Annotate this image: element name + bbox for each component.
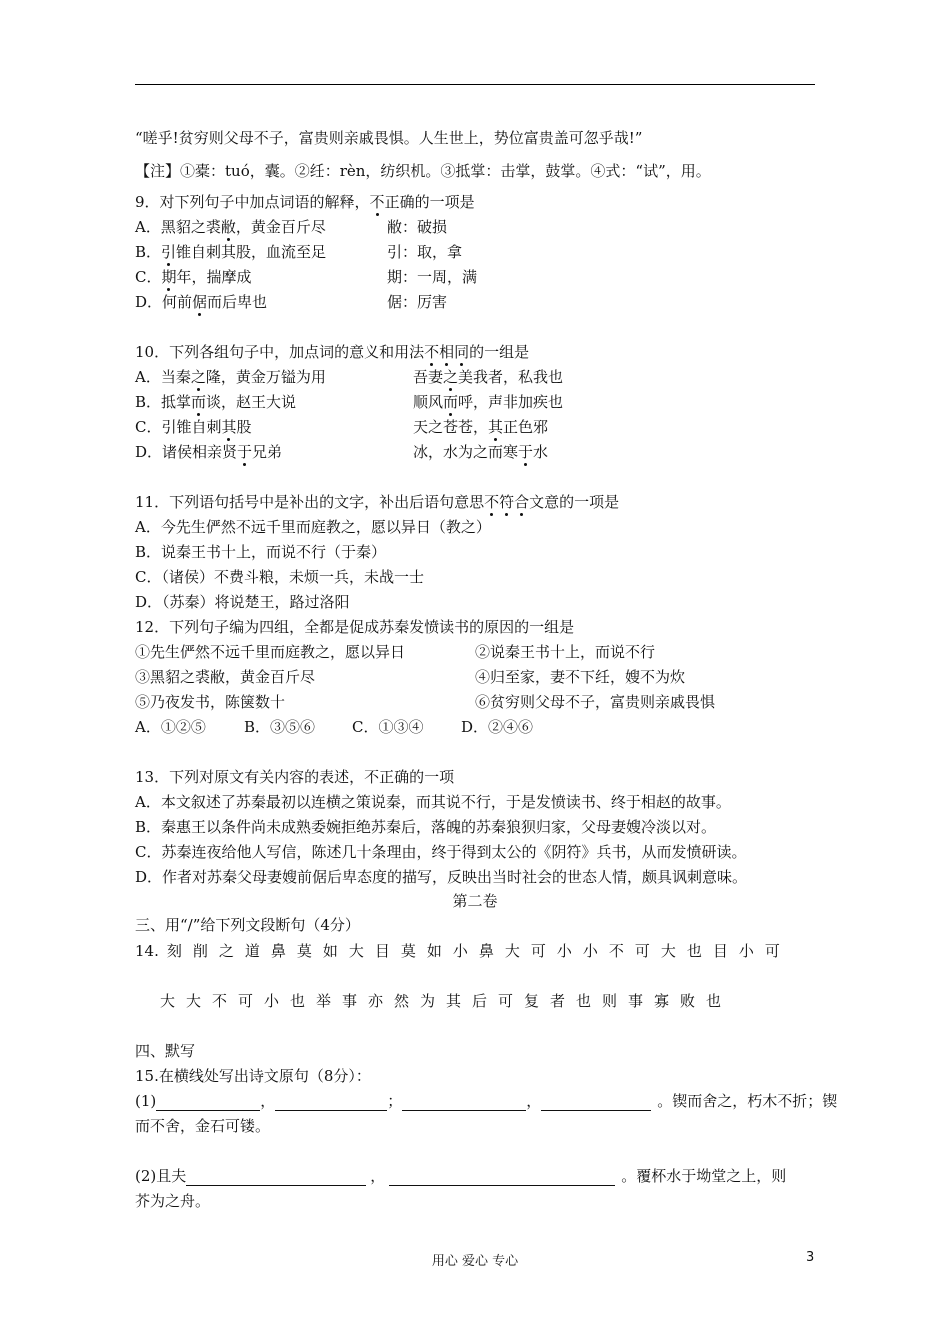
q11-stem: 11．下列语句括号中是补出的文字，补出后语句意思不符合文意的一项是 [135, 493, 620, 511]
q12-item-4: ④归至家，妻不下纴，嫂不为炊 [475, 668, 686, 686]
q11-option-a: A．今先生俨然不远千里而庭教之，愿以异日（教之） [135, 518, 491, 536]
q12-item-6: ⑥贫穷则父母不子，富贵则亲戚畏惧 [475, 693, 716, 711]
q15-2-continuation: 芥为之舟。 [135, 1192, 211, 1210]
q10-option-c: C．引锥自刺其股 [135, 418, 252, 436]
q9-option-a: A．黑貂之裘敝，黄金百斤尽 [135, 218, 326, 236]
q9-option-d: D．何前倨而后卑也 [135, 293, 268, 311]
q14-line2: 大大不可小也举事亦然为其后可复者也则事寡败也 [160, 992, 733, 1010]
q10-option-c-right: 天之苍苍，其正色邪 [413, 418, 549, 436]
answer-blank[interactable] [156, 1094, 260, 1111]
q9-option-b: B．引锥自刺其股，血流至足 [135, 243, 327, 261]
q13-option-a: A．本文叙述了苏秦最初以连横之策说秦，而其说不行，于是发愤读书、终于相赵的故事。 [135, 793, 731, 811]
q13-stem: 13．下列对原文有关内容的表述，不正确的一项 [135, 768, 455, 786]
q10-option-a: A．当秦之隆，黄金万镒为用 [135, 368, 326, 386]
q9-option-c-explain: 期：一周，满 [387, 268, 478, 286]
q12-choice-a: A．①②⑤ [135, 718, 206, 736]
q14-line1: 14. 刻削之道鼻莫如大目莫如小鼻大可小小不可大也目小可 [135, 942, 791, 960]
q9-option-a-explain: 敝：破损 [387, 218, 448, 236]
answer-blank[interactable] [186, 1169, 366, 1186]
q15-1-line: (1) ， ； ， 。锲而舍之，朽木不折；锲 [135, 1092, 838, 1110]
q12-item-3: ③黑貂之裘敝，黄金百斤尽 [135, 668, 316, 686]
q11-option-b: B．说秦王书十上，而说不行（于秦） [135, 543, 387, 561]
q12-choice-c: C．①③④ [352, 718, 424, 736]
page-number: 3 [806, 1250, 815, 1265]
q13-option-d: D．作者对苏秦父母妻嫂前倨后卑态度的描写，反映出当时社会的世态人情，颇具讽刺意味。 [135, 868, 748, 886]
q10-option-b: B．抵掌而谈，赵王大说 [135, 393, 297, 411]
header-rule [135, 84, 815, 85]
q11-option-d: D．（苏秦）将说楚王，路过洛阳 [135, 593, 350, 611]
q10-option-b-right: 顺风而呼，声非加疾也 [413, 393, 564, 411]
q12-item-1: ①先生俨然不远千里而庭教之，愿以异日 [135, 643, 406, 661]
page-footer: 用心 爱心 专心 [431, 1254, 519, 1269]
q9-option-d-explain: 倨：厉害 [387, 293, 448, 311]
q11-option-c: C．（诸侯）不费斗粮，未烦一兵，未战一士 [135, 568, 424, 586]
part2-title: 第二卷 [452, 892, 498, 910]
q10-option-a-right: 吾妻之美我者，私我也 [413, 368, 564, 386]
q15-1-continuation: 而不舍，金石可镂。 [135, 1117, 271, 1135]
top-quote: “嗟乎!贫穷则父母不子，富贵则亲戚畏惧。人生世上，势位富贵盖可忽乎哉!” [135, 129, 643, 147]
q10-option-d-right: 冰，水为之而寒于水 [413, 443, 549, 461]
q12-item-2: ②说秦王书十上，而说不行 [475, 643, 656, 661]
q9-stem: 9．对下列句子中加点词语的解释，不正确的一项是 [135, 193, 475, 211]
section4-heading: 四、默写 [135, 1042, 196, 1060]
answer-blank[interactable] [402, 1094, 526, 1111]
q12-choice-d: D．②④⑥ [461, 718, 534, 736]
q9-option-b-explain: 引：取，拿 [387, 243, 463, 261]
answer-blank[interactable] [275, 1094, 387, 1111]
answer-blank[interactable] [389, 1169, 615, 1186]
q10-stem: 10．下列各组句子中，加点词的意义和用法不相同的一组是 [135, 343, 530, 361]
section3-heading: 三、用“/”给下列文段断句（4分） [135, 916, 360, 934]
annotation-note: 【注】①橐：tuó，囊。②纴：rèn，纺织机。③抵掌：击掌，鼓掌。④式：“试”，用。 [135, 162, 711, 180]
q12-stem: 12．下列句子编为四组，全都是促成苏秦发愤读书的原因的一组是 [135, 618, 575, 636]
q13-option-c: C．苏秦连夜给他人写信，陈述几十条理由，终于得到太公的《阴符》兵书，从而发愤研读。 [135, 843, 747, 861]
answer-blank[interactable] [541, 1094, 651, 1111]
q13-option-b: B．秦惠王以条件尚未成熟委婉拒绝苏秦后，落魄的苏秦狼狈归家，父母妻嫂冷淡以对。 [135, 818, 717, 836]
q12-choice-b: B．③⑤⑥ [244, 718, 316, 736]
q15-2-line: (2)且夫 ， 。覆杯水于坳堂之上，则 [135, 1167, 787, 1185]
q15-stem: 15.在横线处写出诗文原句（8分）： [135, 1067, 371, 1085]
q10-option-d: D．诸侯相亲贤于兄弟 [135, 443, 283, 461]
q12-item-5: ⑤乃夜发书，陈箧数十 [135, 693, 286, 711]
q9-option-c: C．期年，揣摩成 [135, 268, 252, 286]
